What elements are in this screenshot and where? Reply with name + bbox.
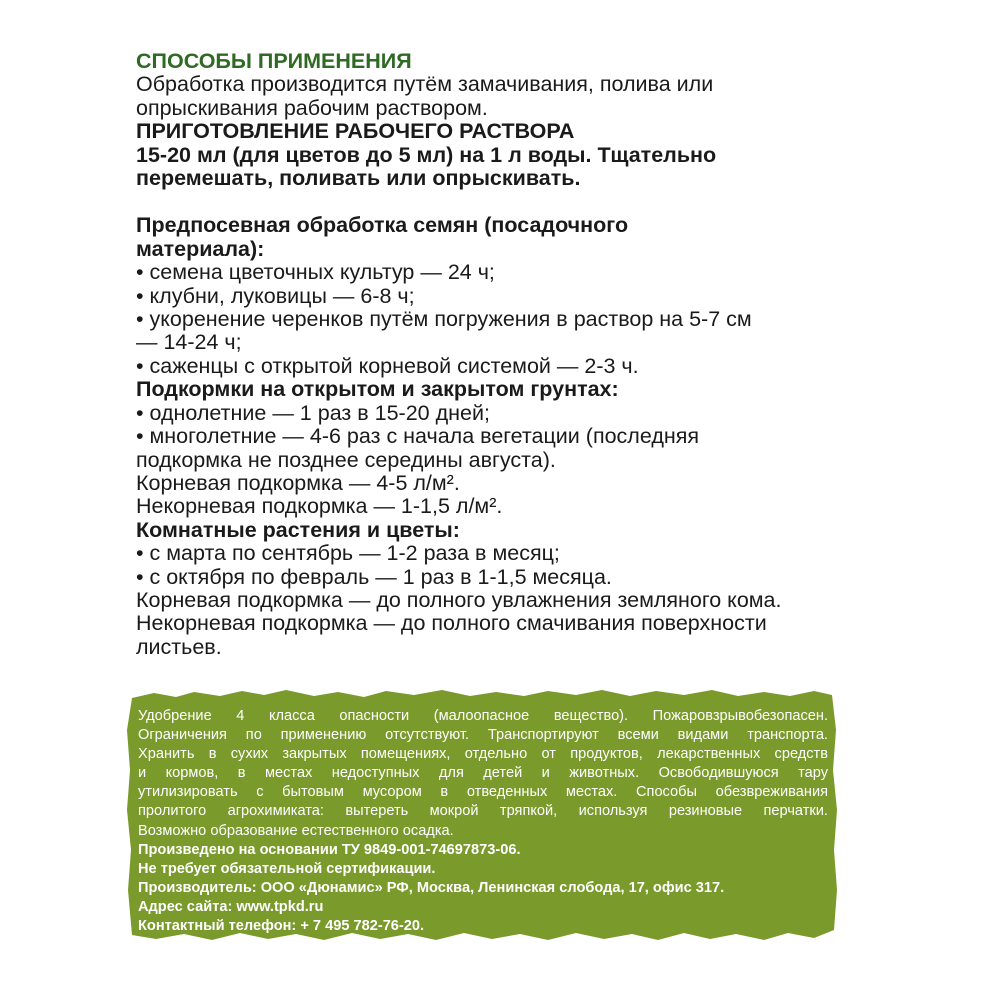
root-feeding-note: Корневая подкормка — до полного увлажнения земляного кома. — [136, 587, 782, 612]
list-item: • саженцы с открытой корневой системой — 2-3 ч. — [136, 353, 639, 378]
safety-text-line: и кормов, в местах недоступных для детей и животных. Освободившуюся тару — [138, 765, 828, 782]
list-item: • с октября по февраль — 1 раз в 1-1,5 месяца. — [136, 564, 612, 589]
indoor-title: Комнатные растения и цветы: — [136, 517, 460, 542]
certification-note: Не требует обязательной сертификации. — [138, 860, 436, 877]
website-info: Адрес сайта: www.tpkd.ru — [138, 898, 324, 915]
safety-text-line: утилизировать с бытовым мусором в отведенных местах. Способы обезвреживания — [138, 784, 828, 801]
list-item: • с марта по сентябрь — 1-2 раза в месяц; — [136, 541, 560, 566]
preparation-title: ПРИГОТОВЛЕНИЕ РАБОЧЕГО РАСТВОРА — [136, 119, 575, 144]
list-item: подкормка не позднее середины августа). — [136, 447, 556, 472]
list-item: • семена цветочных культур — 24 ч; — [136, 260, 495, 285]
open-ground-title: Подкормки на открытом и закрытом грунтах: — [136, 377, 619, 402]
preparation-text-line: перемешать, поливать или опрыскивать. — [136, 166, 581, 191]
preparation-text-line: 15-20 мл (для цветов до 5 мл) на 1 л воды. Тщательно — [136, 142, 717, 167]
list-item: • однолетние — 1 раз в 15-20 дней; — [136, 400, 490, 425]
foliar-feeding-note: Некорневая подкормка — до полного смачивания поверхности — [136, 611, 767, 636]
usage-title: СПОСОБЫ ПРИМЕНЕНИЯ — [136, 49, 412, 73]
instructions-section — [136, 50, 836, 659]
phone-info: Контактный телефон: + 7 495 782-76-20. — [138, 918, 425, 935]
foliar-feeding-note: листьев. — [136, 634, 222, 659]
safety-text-line: пролитого агрохимиката: вытереть мокрой тряпкой, используя резиновые перчатки. — [138, 803, 828, 820]
usage-text-line: опрыскивания рабочим раствором. — [136, 95, 488, 120]
safety-text-line: Удобрение 4 класса опасности (малоопасное вещество). Пожаровзрывобезопасен. — [138, 708, 828, 724]
tu-standard: Произведено на основании ТУ 9849-001-74697873-06. — [138, 841, 521, 858]
safety-text-line: Хранить в сухих закрытых помещениях, отдельно от продуктов, лекарственных средств — [138, 746, 828, 763]
presowing-title: Предпосевная обработка семян (посадочного — [136, 213, 629, 238]
list-item: — 14-24 ч; — [136, 330, 242, 355]
usage-text-line: Обработка производится путём замачивания, полива или — [136, 72, 714, 97]
root-feeding-rate: Корневая подкормка — 4-5 л/м². — [136, 470, 460, 495]
list-item: • клубни, луковицы — 6-8 ч; — [136, 283, 415, 308]
manufacturer-info: Производитель: ООО «Дюнамис» РФ, Москва, Ленинская слобода, 17, офис 317. — [138, 879, 725, 896]
list-item: • укоренение черенков путём погружения в раствор на 5-7 см — [136, 307, 752, 332]
list-item: • многолетние — 4-6 раз с начала вегетации (последняя — [136, 424, 700, 449]
shelf-life-info: Срок годности неограничен. — [138, 937, 344, 954]
presowing-title: материала): — [136, 236, 265, 261]
safety-text-line: Возможно образование естественного осадка. — [138, 822, 454, 839]
safety-info — [138, 707, 828, 955]
foliar-feeding-rate: Некорневая подкормка — 1-1,5 л/м². — [136, 494, 503, 519]
safety-text-line: Ограничения по применению отсутствуют. Транспортируют всеми видами транспорта. — [138, 727, 828, 744]
